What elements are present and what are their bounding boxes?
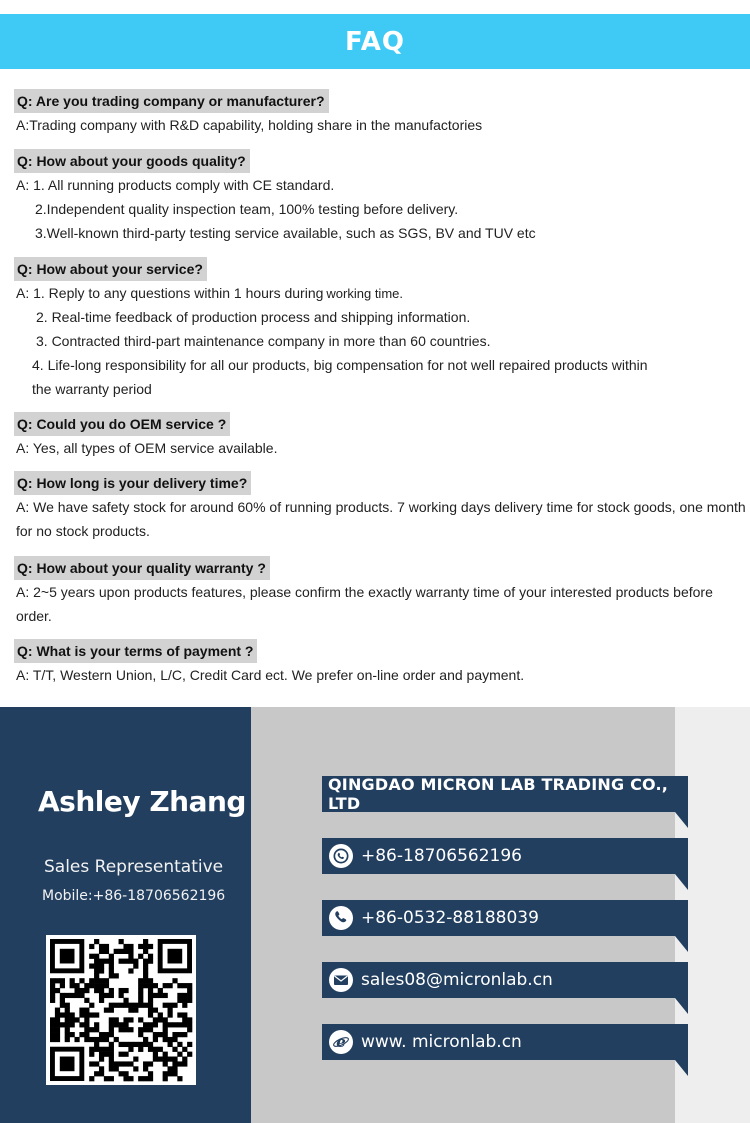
faq-answer-line: A: 2~5 years upon products features, please confirm the exactly warranty time of your interested products before order. <box>16 584 713 624</box>
mail-icon <box>329 968 353 992</box>
faq-answer-line: 2.Independent quality inspection team, 100% testing before delivery. <box>35 201 459 217</box>
page-title: FAQ <box>344 26 405 57</box>
person-name: Ashley Zhang <box>38 785 246 818</box>
phone-icon <box>329 906 353 930</box>
card-left-panel <box>0 707 251 1123</box>
contact-website[interactable] <box>322 1024 688 1060</box>
contact-phone[interactable] <box>322 900 688 936</box>
faq-answer-line: the warranty period <box>32 381 152 397</box>
bar-tail <box>675 874 688 890</box>
qr-code <box>46 935 196 1085</box>
person-title: Sales Representative <box>44 857 224 877</box>
contact-text: +86-0532-88188039 <box>361 908 539 928</box>
faq-question: Q: How about your quality warranty ? <box>14 556 270 580</box>
contact-text: +86-18706562196 <box>361 846 522 866</box>
person-mobile: Mobile:+86-18706562196 <box>42 888 226 904</box>
contact-card <box>0 707 750 1123</box>
bar-tail <box>675 936 688 952</box>
faq-answer-line: A: We have safety stock for around 60% of running products. 7 working days delivery time for stock goods, one month for no stock products. <box>16 499 746 539</box>
faq-answer-line <box>16 281 750 306</box>
bar-tail <box>675 812 688 828</box>
faq-answer-text: working time. <box>326 286 403 301</box>
faq-answer-text: A: 1. Reply to any questions within 1 hours during <box>16 285 324 301</box>
company-name-bar <box>322 776 688 812</box>
faq-answer-line: A: T/T, Western Union, L/C, Credit Card ect. We prefer on-line order and payment. <box>16 667 525 683</box>
contact-whatsapp[interactable] <box>322 838 688 874</box>
faq-answer-line: A:Trading company with R&D capability, holding share in the manufactories <box>16 117 483 133</box>
company-name: QINGDAO MICRON LAB TRADING CO., LTD <box>328 775 669 813</box>
contact-text: www. micronlab.cn <box>361 1032 522 1052</box>
globe-icon <box>329 1030 353 1054</box>
faq-question: Q: How about your service? <box>14 257 207 281</box>
contact-email[interactable] <box>322 962 688 998</box>
faq-answer-line: A: Yes, all types of OEM service available. <box>16 440 278 456</box>
faq-question: Q: What is your terms of payment ? <box>14 639 257 663</box>
whatsapp-icon <box>329 844 353 868</box>
faq-answer-line: 4. Life-long responsibility for all our products, big compensation for not well repaired products within <box>32 357 648 373</box>
faq-question: Q: How long is your delivery time? <box>14 471 251 495</box>
faq-answer-line: 3.Well-known third-party testing service available, such as SGS, BV and TUV etc <box>35 225 536 241</box>
faq-header <box>0 14 750 69</box>
faq-question: Q: Are you trading company or manufacturer? <box>14 89 329 113</box>
svg-text:e: e <box>336 1033 346 1051</box>
faq-question: Q: How about your goods quality? <box>14 149 250 173</box>
bar-tail <box>675 998 688 1014</box>
faq-answer-line: 3. Contracted third-part maintenance company in more than 60 countries. <box>36 333 491 349</box>
contact-text: sales08@micronlab.cn <box>361 970 553 990</box>
faq-answer-line: 2. Real-time feedback of production process and shipping information. <box>36 309 471 325</box>
bar-tail <box>675 1060 688 1076</box>
faq-answer-line: A: 1. All running products comply with CE standard. <box>16 177 335 193</box>
faq-question: Q: Could you do OEM service ? <box>14 412 230 436</box>
